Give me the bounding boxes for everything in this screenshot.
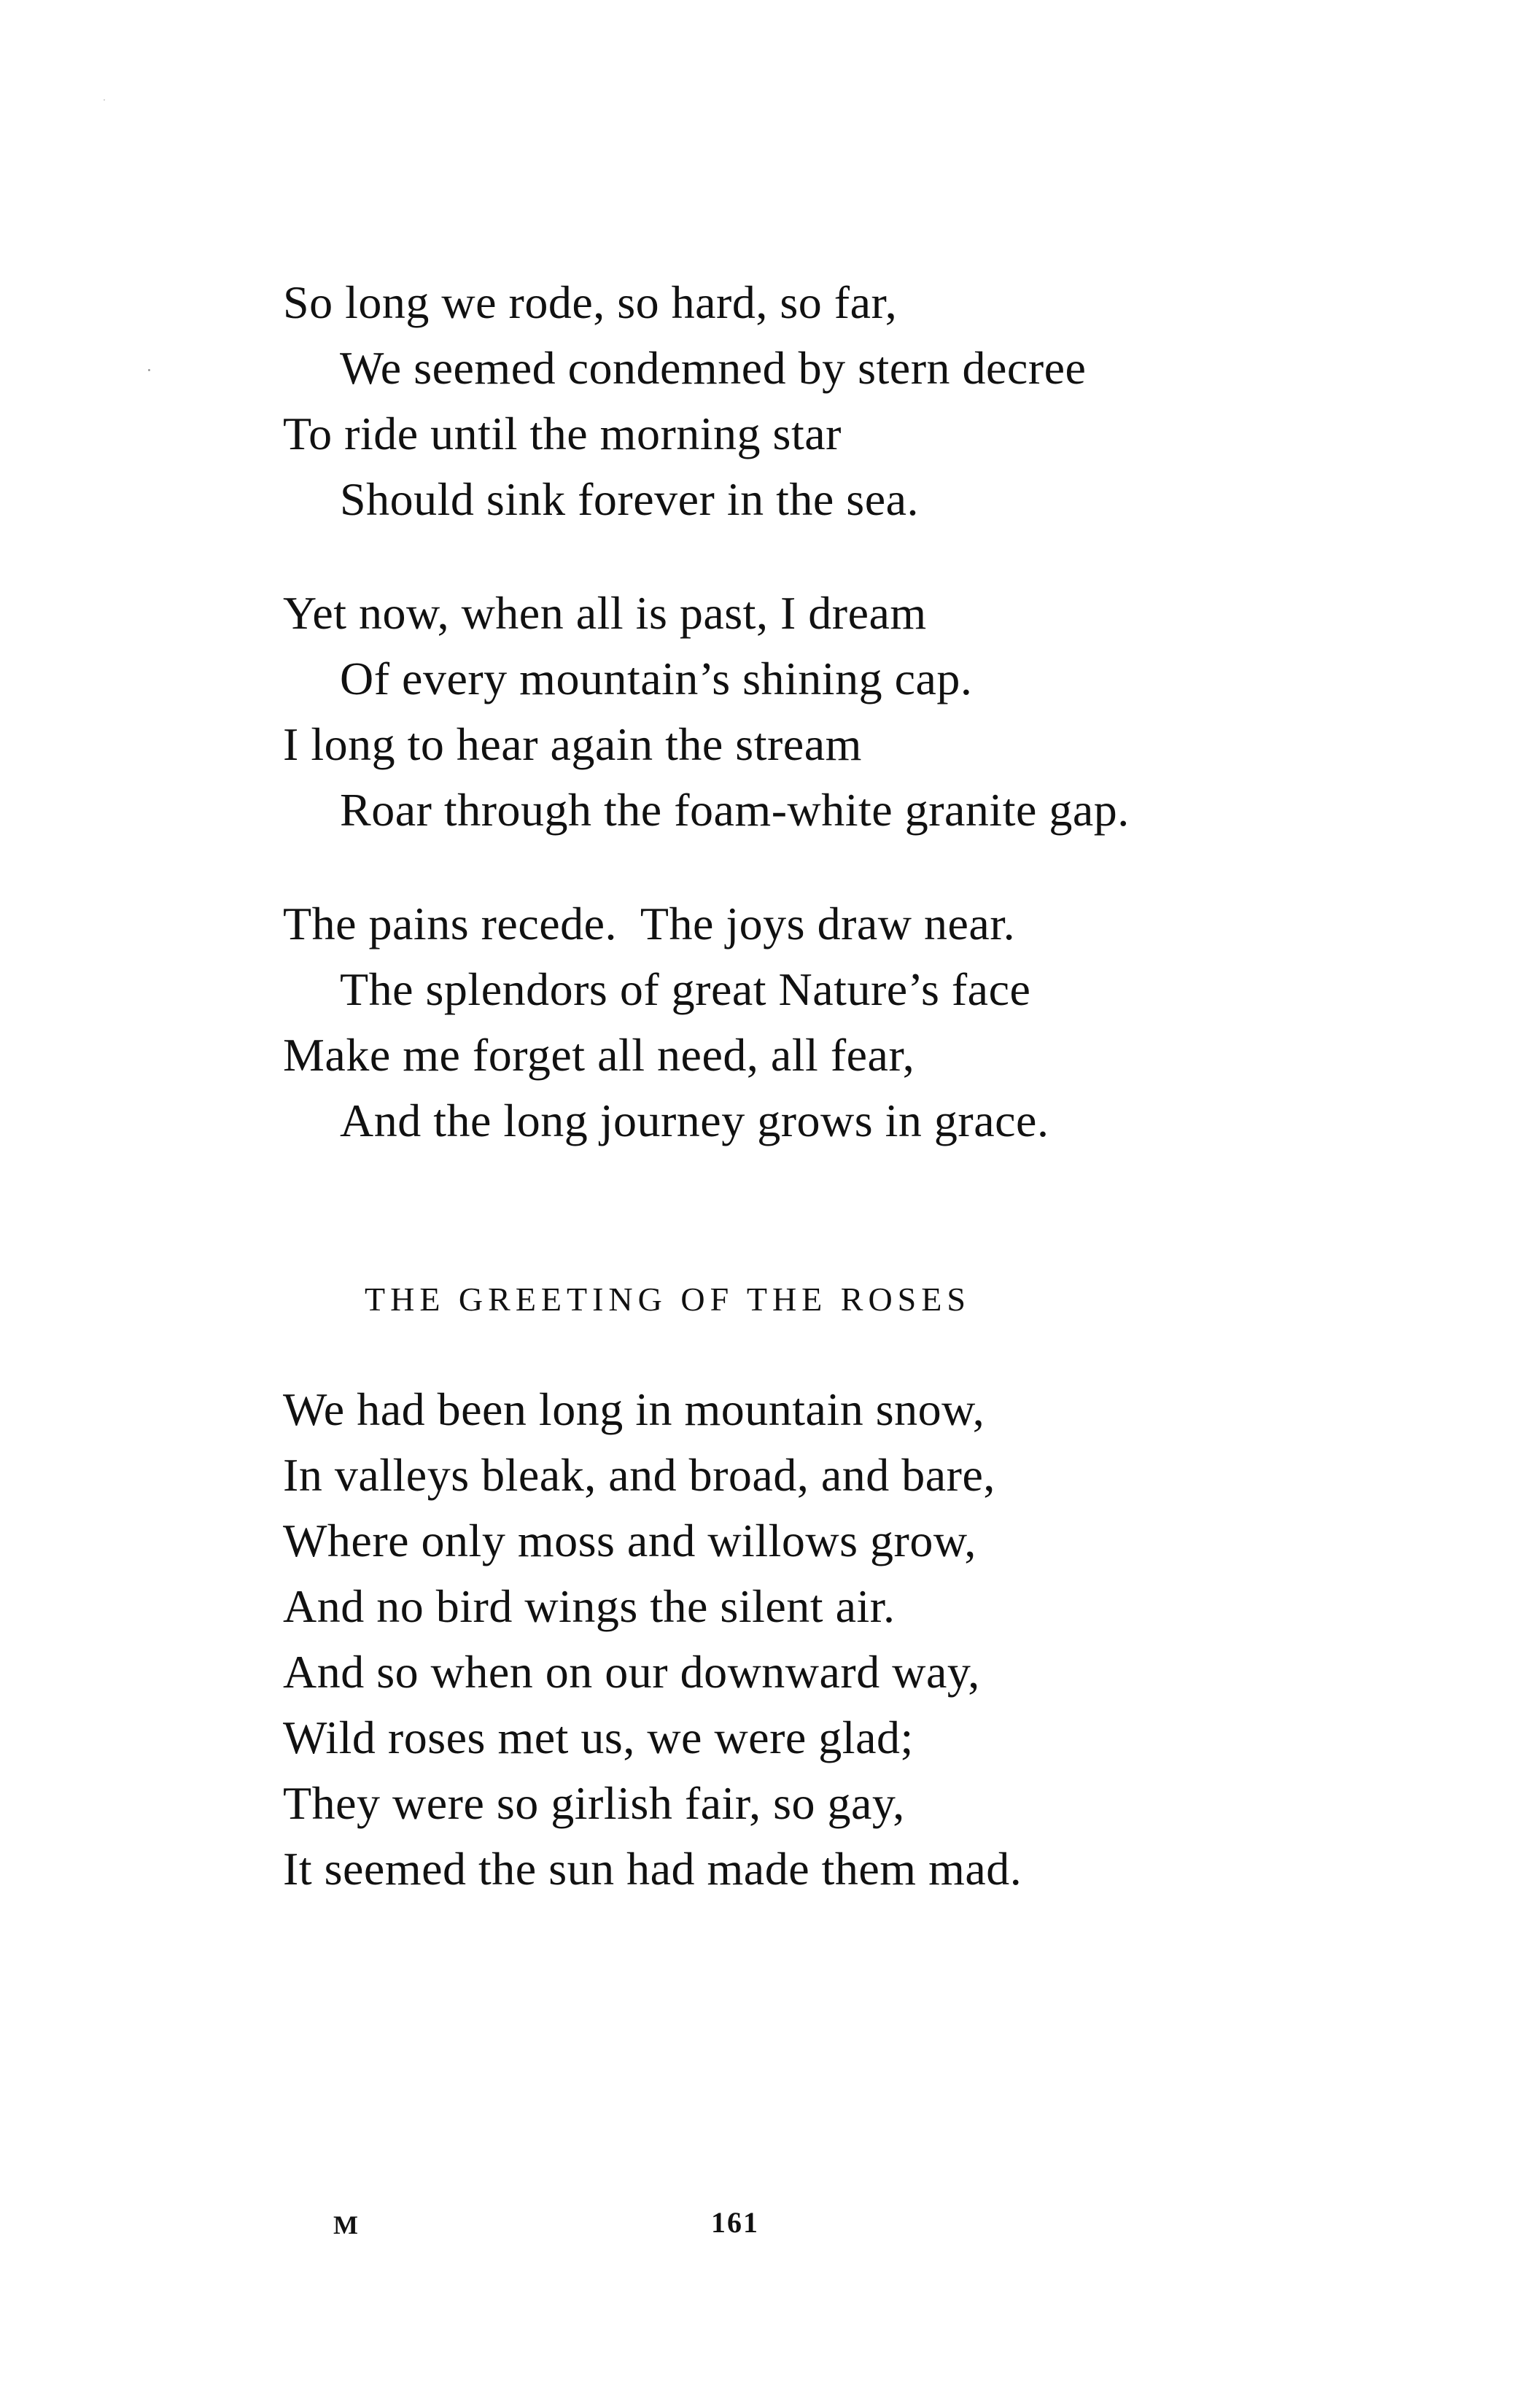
poem-line: Of every mountain’s shining cap. <box>340 653 973 704</box>
poem-stanza-4 <box>283 1377 1377 1902</box>
poem-line: Roar through the foam-white granite gap. <box>340 784 1130 836</box>
poem-line: And no bird wings the silent air. <box>283 1580 896 1632</box>
poem-stanza-3 <box>283 891 1377 1154</box>
page-number: 161 <box>711 2206 759 2239</box>
poem-line: It seemed the sun had made them mad. <box>283 1843 1022 1895</box>
poem-stanza-1 <box>283 270 1377 532</box>
poem-line: They were so girlish fair, so gay, <box>283 1777 905 1829</box>
paper-speck <box>148 369 150 371</box>
paper-speck <box>104 99 105 101</box>
poem-line: Make me forget all need, all fear, <box>283 1029 915 1081</box>
poem-line: Where only moss and willows grow, <box>283 1515 976 1566</box>
poem-line: And the long journey grows in grace. <box>340 1095 1049 1146</box>
poem-line: Wild roses met us, we were glad; <box>283 1712 914 1763</box>
poem-line: We seemed condemned by stern decree <box>340 342 1087 394</box>
poem-line: The pains recede. The joys draw near. <box>283 898 1016 949</box>
poem-line: In valleys bleak, and broad, and bare, <box>283 1449 995 1501</box>
poem-line: Yet now, when all is past, I dream <box>283 587 927 639</box>
poem-line: So long we rode, so hard, so far, <box>283 276 898 328</box>
poem-line: To ride until the morning star <box>283 408 842 459</box>
poem-line: And so when on our downward way, <box>283 1646 980 1698</box>
signature-mark: M <box>333 2210 360 2240</box>
poem-line: The splendors of great Nature’s face <box>340 963 1031 1015</box>
poem-line: Should sink forever in the sea. <box>340 473 919 525</box>
poem-title: THE GREETING OF THE ROSES <box>365 1281 971 1318</box>
poem-line: We had been long in mountain snow, <box>283 1383 985 1435</box>
poem-line: I long to hear again the stream <box>283 718 862 770</box>
poem-stanza-2 <box>283 580 1377 843</box>
